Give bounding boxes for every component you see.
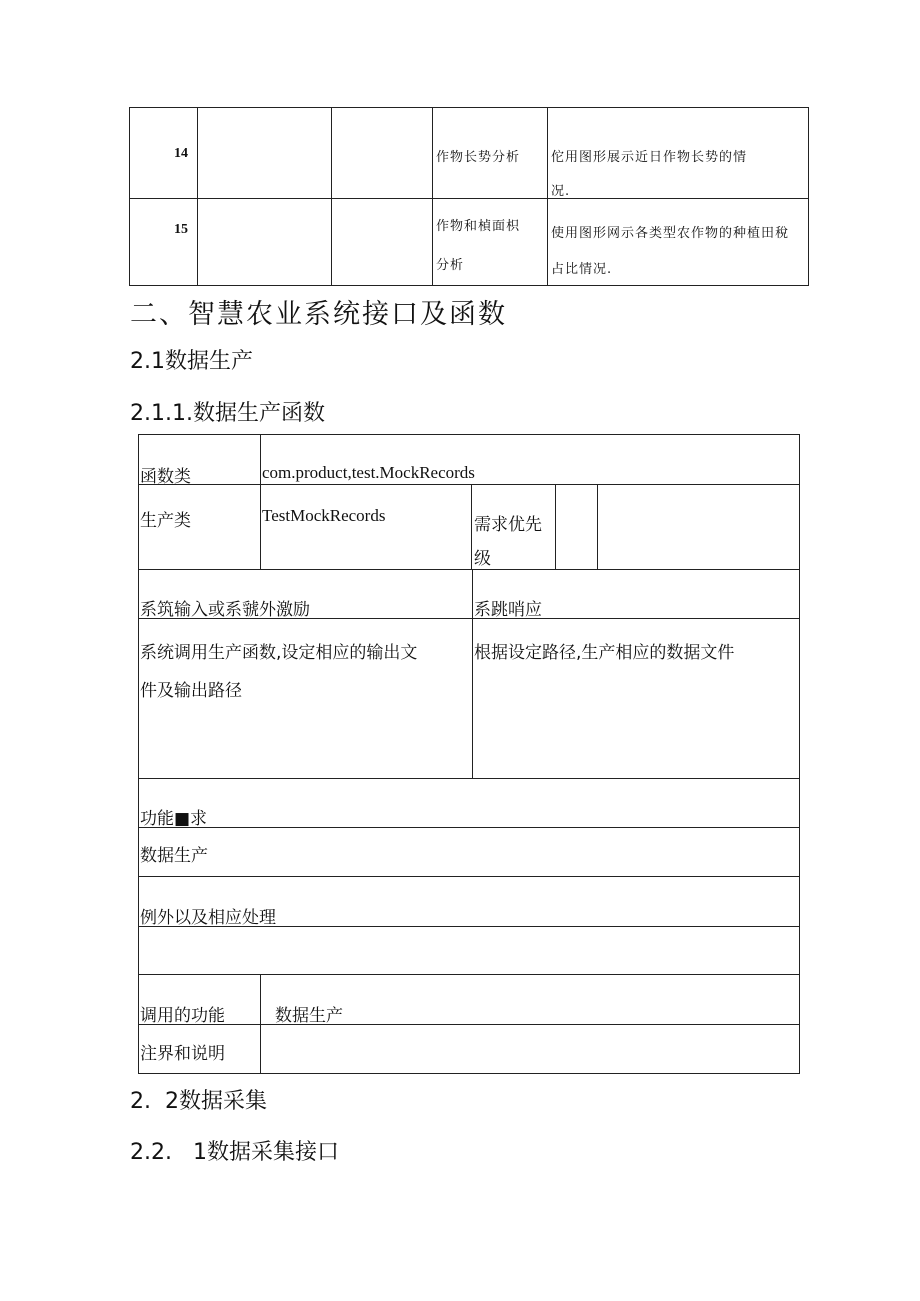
section-2-heading: 二、智慧农业系统接口及函数: [130, 299, 507, 330]
row-14-number: 14: [174, 146, 188, 161]
func-req-value: 数据生产: [140, 846, 208, 866]
priority-label-line2: 级: [474, 549, 491, 569]
row-15-number: 15: [174, 222, 188, 237]
row-15-desc-line1: 使用图形网示各类型农作物的种植田稅: [551, 226, 790, 241]
response-label: 系跳哨应: [474, 600, 542, 620]
func-class-label: 函数类: [140, 467, 191, 487]
row-14-name: 作物长势分析: [436, 150, 521, 165]
response-desc: 根据设定路径,生产相应的数据文件: [474, 643, 735, 663]
row-14-desc-line1: 佗用图形展示近日作物长势的情: [551, 150, 748, 165]
input-desc-line1: 系统调用生产函数,设定相应的输出文: [140, 643, 418, 663]
input-desc-line2: 件及输出路径: [140, 681, 242, 701]
func-req-label: 功能■求: [140, 809, 208, 829]
called-function-value: 数据生产: [275, 1006, 343, 1026]
prod-class-value: TestMockRecords: [262, 506, 386, 525]
row-15-desc-line2: 占比情况.: [551, 262, 613, 277]
section-2-1-heading: 2.1数据生产: [130, 349, 253, 374]
prod-class-label: 生产类: [140, 511, 191, 531]
row-14-desc-line2: 况.: [551, 184, 571, 199]
exception-label: 例外以及相应处理: [140, 908, 276, 928]
section-2-2-heading: 2. 2数据采集: [130, 1089, 267, 1114]
called-function-label: 调用的功能: [140, 1006, 225, 1026]
notes-label: 注界和说明: [140, 1044, 225, 1064]
priority-label-line1: 需求优先: [474, 515, 542, 535]
row-15-name-line1: 作物和楨面枳: [436, 219, 521, 234]
row-15-name-line2: 分析: [436, 258, 465, 273]
func-class-value: com.product,test.MockRecords: [262, 463, 475, 482]
input-label: 系筑输入或系虢外激励: [140, 600, 310, 620]
section-2-2-1-heading: 2.2. 1数据采集接口: [130, 1140, 339, 1165]
section-2-1-1-heading: 2.1.1.数据生产函数: [130, 401, 325, 426]
